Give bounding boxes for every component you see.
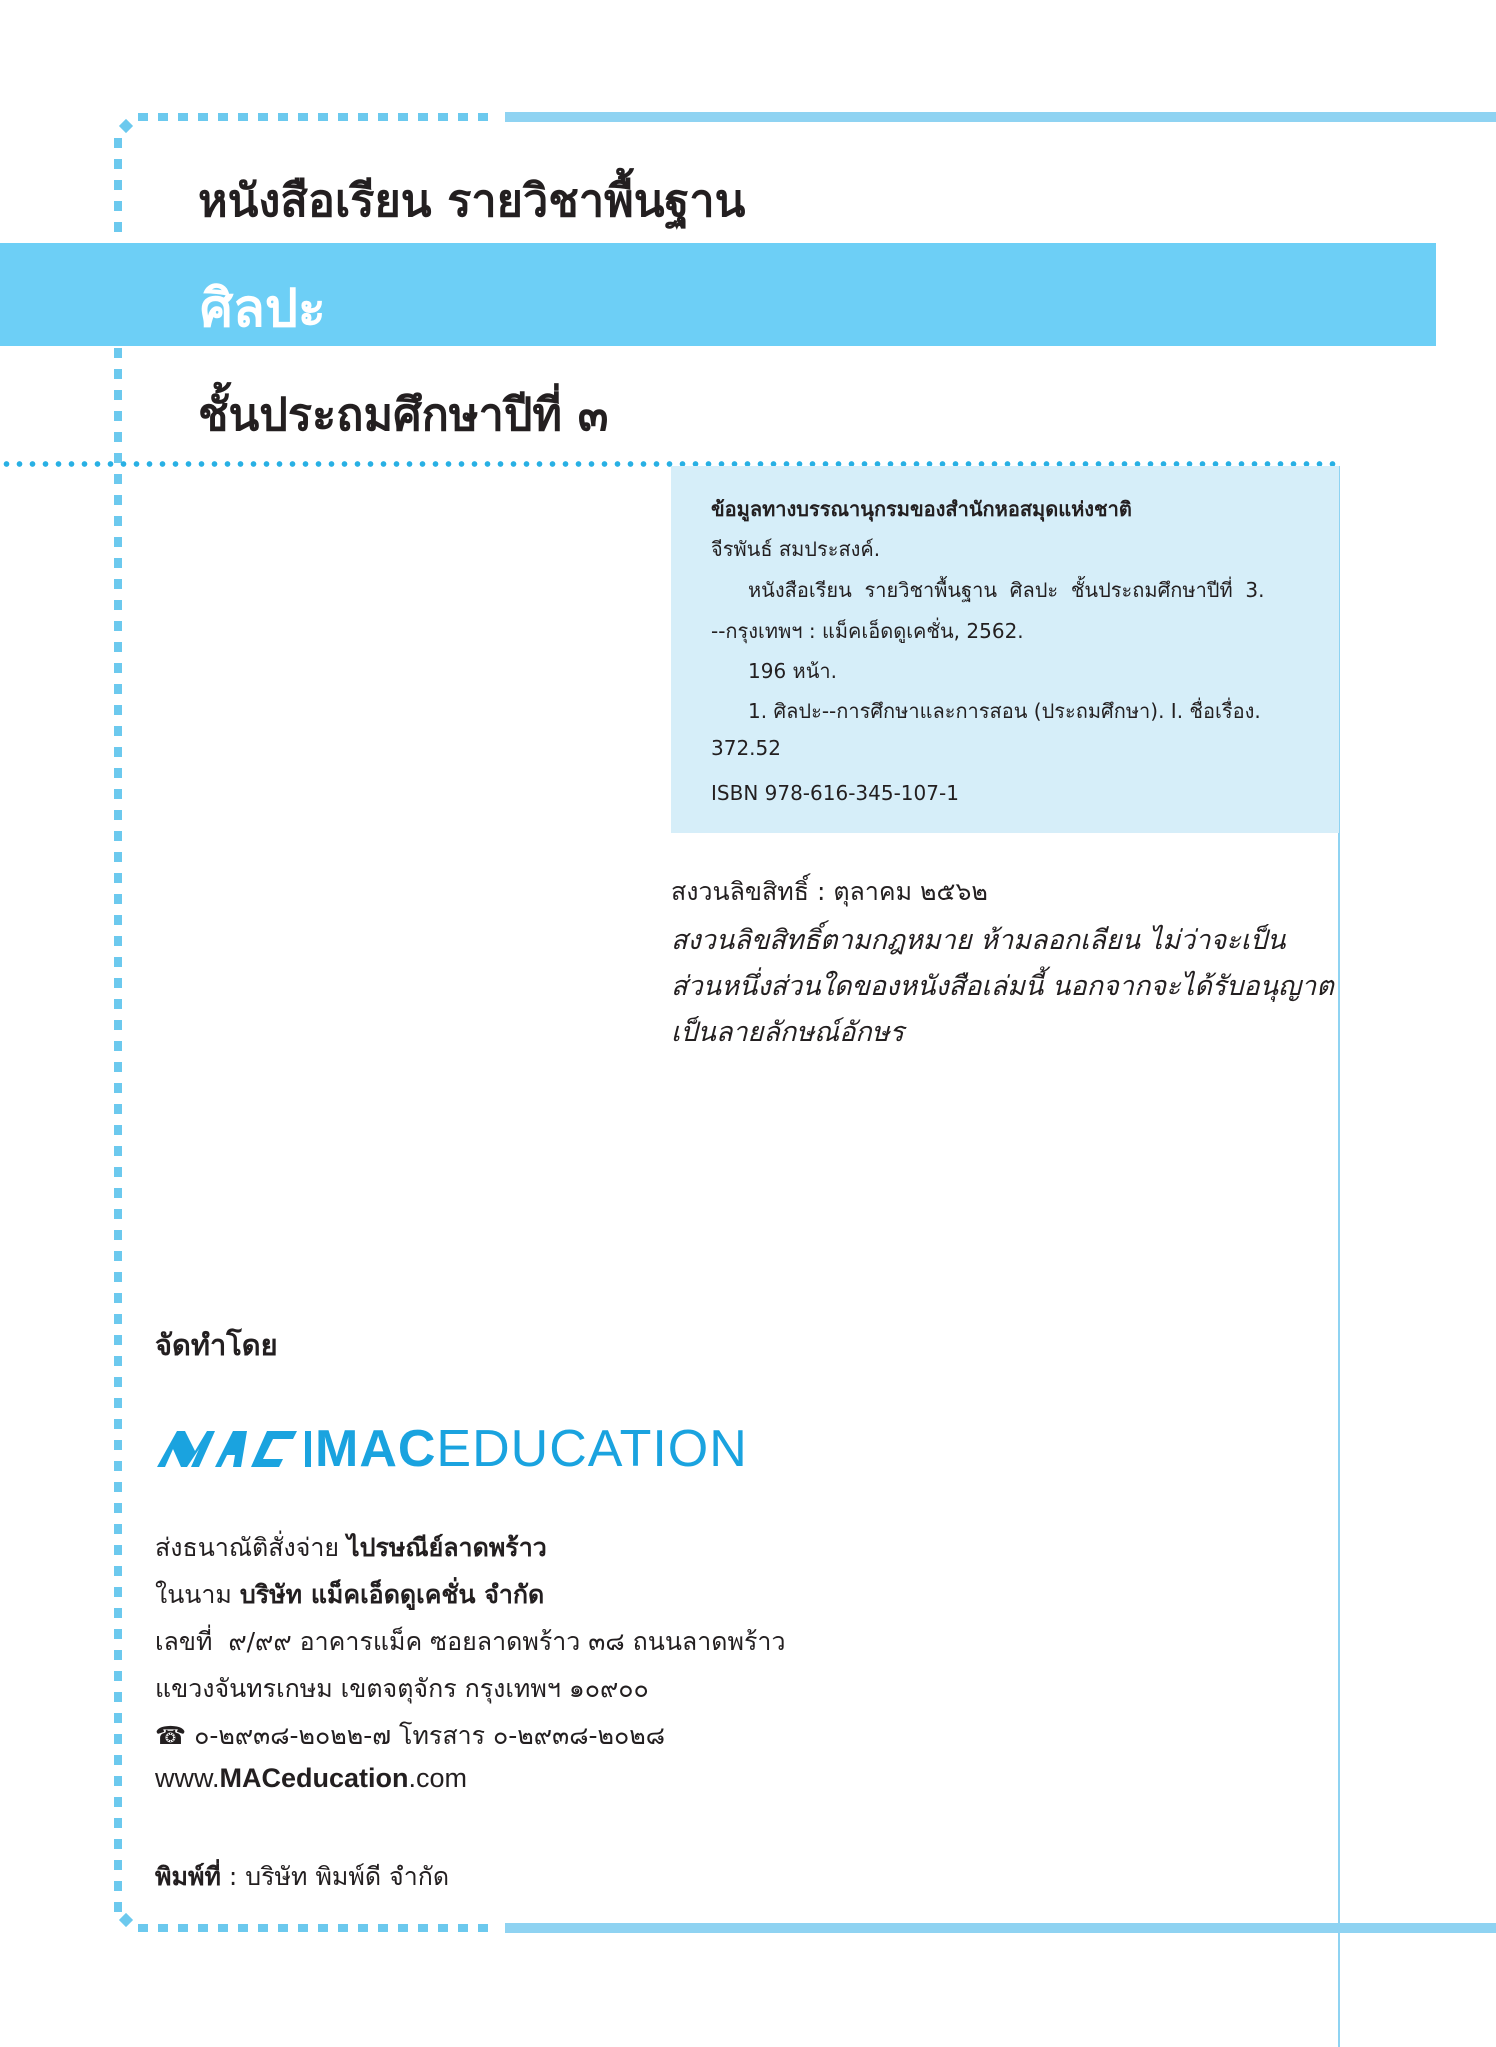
- frame-bottom-solid: [505, 1923, 1496, 1933]
- made-by-label: จัดทำโดย: [155, 1328, 278, 1362]
- company-name: บริษัท แม็คเอ็ดดูเคชั่น จำกัด: [239, 1580, 545, 1609]
- mac-logo-mark-icon: [155, 1427, 315, 1471]
- frame-bottom-dashed: [138, 1924, 498, 1932]
- mac-education-wordmark: [315, 1419, 748, 1479]
- copyright-notice-3: เป็นลายลักษณ์อักษร: [671, 1017, 904, 1048]
- phone-line: [155, 1716, 665, 1756]
- catalog-title-line: หนังสือเรียน รายวิชาพื้นฐาน ศิลปะ ชั้นประถมศึกษาปีที่ 3.: [748, 578, 1265, 602]
- catalog-class-number: 372.52: [711, 736, 781, 760]
- website-link[interactable]: [155, 1763, 467, 1794]
- printer-label: พิมพ์ที่: [155, 1862, 221, 1891]
- logo-wordmark-bold: MAC: [315, 1420, 437, 1478]
- copyright-date: สงวนลิขสิทธิ์ : ตุลาคม ๒๕๖๒: [671, 877, 988, 906]
- payee-line: [155, 1575, 544, 1615]
- catalog-publisher: --กรุงเทพฯ : แม็คเอ็ดดูเคชั่น, 2562.: [711, 619, 1024, 643]
- address-line-2: แขวงจันทรเกษม เขตจตุจักร กรุงเทพฯ ๑๐๙๐๐: [155, 1674, 649, 1703]
- web-suffix: .com: [408, 1763, 468, 1793]
- printer-line: [155, 1857, 449, 1897]
- money-order-line: [155, 1528, 547, 1568]
- catalog-isbn: ISBN 978-616-345-107-1: [711, 781, 959, 805]
- frame-top-solid: [505, 112, 1496, 122]
- logo-wordmark-light: EDUCATION: [436, 1420, 748, 1478]
- catalog-author: จีรพันธ์ สมประสงค์.: [711, 537, 881, 561]
- web-bold: MACeducation: [219, 1763, 409, 1793]
- phone-numbers: ๐-๒๙๓๘-๒๐๒๒-๗ โทรสาร ๐-๒๙๓๘-๒๐๒๘: [194, 1721, 666, 1750]
- grade-title: ชั้นประถมศึกษาปีที่ ๓: [198, 388, 609, 441]
- frame-left-dashed: [114, 138, 122, 1918]
- printer-name: : บริษัท พิมพ์ดี จำกัด: [220, 1862, 450, 1891]
- catalog-box: [671, 466, 1339, 833]
- mac-education-logo: [155, 1419, 748, 1479]
- frame-corner-top: [119, 119, 133, 133]
- catalog-heading: ข้อมูลทางบรรณานุกรมของสำนักหอสมุดแห่งชาติ: [711, 497, 1132, 521]
- web-prefix: www.: [155, 1763, 220, 1793]
- frame-top-dashed: [138, 113, 498, 121]
- money-order-prefix: ส่งธนาณัติสั่งจ่าย: [155, 1533, 340, 1562]
- catalog-pages: 196 หน้า.: [748, 659, 837, 683]
- book-type-title: หนังสือเรียน รายวิชาพื้นฐาน: [198, 174, 746, 227]
- subject-title: ศิลปะ: [200, 279, 326, 339]
- post-office: ไปรษณีย์ลาดพร้าว: [347, 1533, 547, 1562]
- copyright-notice-1: สงวนลิขสิทธิ์ตามกฎหมาย ห้ามลอกเลียน ไม่ว่าจะเป็น: [671, 925, 1286, 956]
- address-line-1: เลขที่ ๙/๙๙ อาคารแม็ค ซอยลาดพร้าว ๓๘ ถนนลาดพร้าว: [155, 1627, 786, 1656]
- payee-prefix: ในนาม: [155, 1580, 232, 1609]
- catalog-subject: 1. ศิลปะ--การศึกษาและการสอน (ประถมศึกษา). I. ชื่อเรื่อง.: [748, 699, 1261, 723]
- phone-icon: ☎: [155, 1721, 187, 1750]
- copyright-notice-2: ส่วนหนึ่งส่วนใดของหนังสือเล่มนี้ นอกจากจะได้รับอนุญาต: [671, 971, 1334, 1002]
